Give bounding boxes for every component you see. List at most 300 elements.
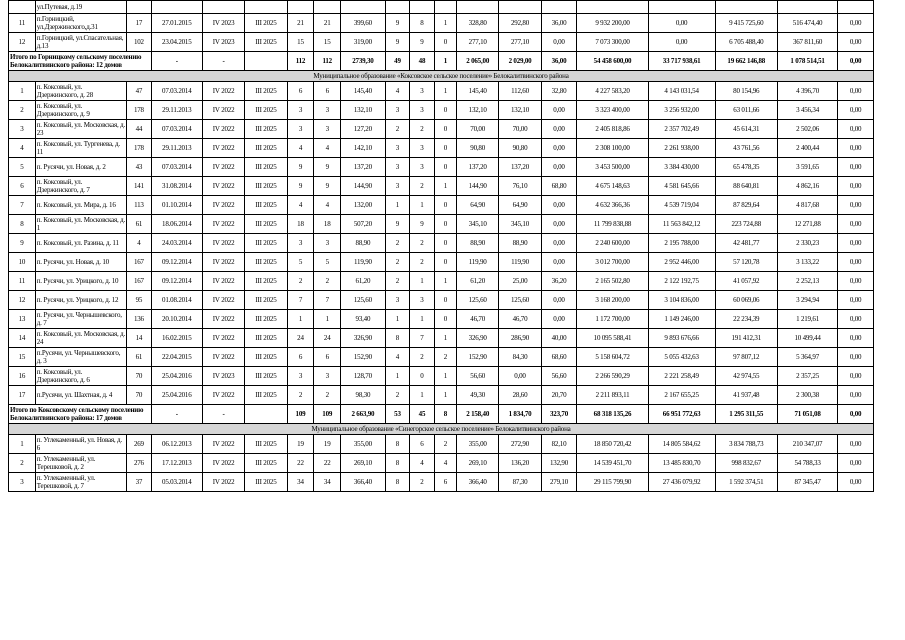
- table-cell: 45: [410, 405, 435, 424]
- table-cell: 1: [410, 196, 435, 215]
- table-cell: 01.08.2014: [151, 291, 202, 310]
- table-cell: 3 104 836,00: [648, 291, 715, 310]
- table-cell: 9: [287, 158, 314, 177]
- table-cell: 2 400,44: [777, 139, 837, 158]
- table-cell: IV 2022: [202, 120, 244, 139]
- table-cell: 1: [385, 310, 410, 329]
- table-cell: 36,00: [541, 14, 577, 33]
- table-cell: 136,20: [499, 454, 541, 473]
- table-cell: 4 227 583,20: [577, 82, 648, 101]
- table-cell: 65 478,35: [715, 158, 777, 177]
- table-cell: 87 829,64: [715, 196, 777, 215]
- table-cell: 399,60: [341, 14, 386, 33]
- table-cell: III 2025: [245, 120, 287, 139]
- table-cell: 70,00: [499, 120, 541, 139]
- table-cell: 9 932 200,00: [577, 14, 648, 33]
- table-cell: 141: [127, 177, 152, 196]
- table-cell: 0,00: [541, 120, 577, 139]
- table-cell: 63 011,66: [715, 101, 777, 120]
- table-cell: IV 2022: [202, 196, 244, 215]
- table-cell: 2: [385, 234, 410, 253]
- table-cell: 54 788,33: [777, 454, 837, 473]
- table-cell: 3 591,65: [777, 158, 837, 177]
- address-cell: п.Горницкий, ул.Дзержинского,д.31: [35, 14, 126, 33]
- table-cell: 279,10: [541, 473, 577, 492]
- table-cell: 2: [9, 454, 36, 473]
- table-cell: 366,40: [457, 473, 499, 492]
- table-cell: IV 2022: [202, 82, 244, 101]
- address-cell: п. Углекаменный, ул. Терешковой, д. 7: [35, 473, 126, 492]
- table-cell: 2 357 702,49: [648, 120, 715, 139]
- table-cell: 6: [9, 177, 36, 196]
- table-cell: IV 2022: [202, 435, 244, 454]
- table-cell: 9: [9, 234, 36, 253]
- table-cell: 76,10: [499, 177, 541, 196]
- cell: [9, 1, 36, 14]
- table-cell: 0,00: [838, 14, 874, 33]
- table-row: [9, 120, 874, 139]
- table-cell: 112,60: [499, 82, 541, 101]
- table-cell: III 2025: [245, 291, 287, 310]
- table-cell: 0: [434, 215, 456, 234]
- table-cell: 3: [287, 367, 314, 386]
- table-cell: 32,80: [541, 82, 577, 101]
- address-cell: п. Русячи, ул. Чернышевского, д. 7: [35, 310, 126, 329]
- table-cell: 9: [410, 33, 435, 52]
- table-cell: 2: [385, 253, 410, 272]
- table-cell: 0,00: [838, 215, 874, 234]
- table-cell: 15: [314, 33, 341, 52]
- table-cell: 3: [9, 473, 36, 492]
- table-row: [9, 435, 874, 454]
- table-cell: 4: [385, 82, 410, 101]
- table-cell: 2: [287, 386, 314, 405]
- partial-top-row: [9, 1, 874, 14]
- table-cell: 4: [434, 454, 456, 473]
- table-cell: 0: [434, 234, 456, 253]
- table-cell: 9: [385, 14, 410, 33]
- table-cell: 14 805 584,62: [648, 435, 715, 454]
- table-cell: 0: [434, 33, 456, 52]
- table-cell: 90,80: [499, 139, 541, 158]
- table-cell: 25.04.2016: [151, 386, 202, 405]
- table-cell: 2 158,40: [457, 405, 499, 424]
- table-cell: 323,70: [541, 405, 577, 424]
- table-cell: 24: [287, 329, 314, 348]
- table-cell: 3: [9, 120, 36, 139]
- table-cell: 328,80: [457, 14, 499, 33]
- table-cell: 292,80: [499, 14, 541, 33]
- table-cell: 132,10: [499, 101, 541, 120]
- table-cell: 3: [287, 101, 314, 120]
- table-cell: 88,90: [457, 234, 499, 253]
- table-cell: IV 2023: [202, 33, 244, 52]
- table-cell: 2 065,00: [457, 52, 499, 71]
- table-cell: 2 300,38: [777, 386, 837, 405]
- table-cell: 4 632 366,36: [577, 196, 648, 215]
- table-row: [9, 196, 874, 215]
- table-cell: 6: [314, 348, 341, 367]
- table-cell: 17.12.2013: [151, 454, 202, 473]
- table-cell: III 2025: [245, 101, 287, 120]
- table-cell: IV 2022: [202, 272, 244, 291]
- table-cell: 61: [127, 215, 152, 234]
- table-cell: 21: [314, 14, 341, 33]
- table-cell: 34: [314, 473, 341, 492]
- table-cell: 25.04.2016: [151, 367, 202, 386]
- table-cell: 3 456,34: [777, 101, 837, 120]
- table-cell: 167: [127, 272, 152, 291]
- table-cell: 0: [434, 120, 456, 139]
- table-cell: 326,90: [457, 329, 499, 348]
- table-cell: IV 2022: [202, 291, 244, 310]
- table-cell: IV 2022: [202, 253, 244, 272]
- table-cell: 53: [385, 405, 410, 424]
- table-cell: III 2025: [245, 196, 287, 215]
- table-row: [9, 177, 874, 196]
- table-cell: 18.06.2014: [151, 215, 202, 234]
- address-cell: п. Коксовый, ул. Тургенева, д. 11: [35, 139, 126, 158]
- table-cell: 3: [410, 291, 435, 310]
- table-cell: 68 318 135,26: [577, 405, 648, 424]
- table-cell: 88,90: [499, 234, 541, 253]
- table-cell: 355,00: [341, 435, 386, 454]
- table-cell: 70: [127, 386, 152, 405]
- table-cell: 113: [127, 196, 152, 215]
- table-cell: 1: [434, 14, 456, 33]
- table-cell: III 2025: [245, 139, 287, 158]
- resettlement-table: [8, 0, 874, 492]
- table-cell: -: [202, 405, 244, 424]
- table-row: [9, 33, 874, 52]
- table-cell: 3: [385, 139, 410, 158]
- table-cell: 14: [9, 329, 36, 348]
- table-cell: 2 221 258,49: [648, 367, 715, 386]
- table-cell: 0,00: [541, 33, 577, 52]
- table-cell: 2 165 502,80: [577, 272, 648, 291]
- address-cell: п.Русячи, ул. Шахтная, д. 4: [35, 386, 126, 405]
- table-row: [9, 272, 874, 291]
- table-cell: 8: [434, 405, 456, 424]
- table-cell: III 2025: [245, 348, 287, 367]
- table-cell: 10 095 588,41: [577, 329, 648, 348]
- table-cell: 0: [434, 196, 456, 215]
- table-cell: 2 211 893,11: [577, 386, 648, 405]
- table-cell: 68,60: [541, 348, 577, 367]
- table-cell: 2 029,00: [499, 52, 541, 71]
- table-cell: 4 817,68: [777, 196, 837, 215]
- table-cell: 46,70: [499, 310, 541, 329]
- table-cell: 119,90: [341, 253, 386, 272]
- table-cell: 2 195 788,00: [648, 234, 715, 253]
- table-cell: 22.04.2015: [151, 348, 202, 367]
- table-cell: 0,00: [541, 291, 577, 310]
- table-cell: 0,00: [838, 253, 874, 272]
- table-cell: 3: [385, 177, 410, 196]
- table-cell: 2 261 938,00: [648, 139, 715, 158]
- table-cell: IV 2022: [202, 139, 244, 158]
- table-cell: III 2025: [245, 329, 287, 348]
- table-cell: 4: [314, 139, 341, 158]
- table-cell: 5 158 604,72: [577, 348, 648, 367]
- table-cell: 15: [9, 348, 36, 367]
- table-cell: 4 581 645,66: [648, 177, 715, 196]
- table-cell: 144,90: [341, 177, 386, 196]
- table-row: [9, 329, 874, 348]
- table-cell: 2: [9, 101, 36, 120]
- table-cell: 98,30: [341, 386, 386, 405]
- table-cell: 12 271,88: [777, 215, 837, 234]
- table-cell: 366,40: [341, 473, 386, 492]
- table-cell: 6: [314, 82, 341, 101]
- table-cell: 210 347,07: [777, 435, 837, 454]
- table-cell: 7: [9, 196, 36, 215]
- table-cell: 5: [314, 253, 341, 272]
- table-cell: 3 294,94: [777, 291, 837, 310]
- table-cell: 3: [385, 291, 410, 310]
- table-cell: 3: [314, 101, 341, 120]
- table-cell: 8: [410, 14, 435, 33]
- table-cell: 0,00: [838, 386, 874, 405]
- table-cell: 1: [434, 329, 456, 348]
- table-cell: 4 862,16: [777, 177, 837, 196]
- table-cell: 0: [434, 291, 456, 310]
- table-cell: 125,60: [499, 291, 541, 310]
- table-cell: 269: [127, 435, 152, 454]
- table-cell: 18: [314, 215, 341, 234]
- table-cell: 15: [287, 33, 314, 52]
- table-cell: 9: [314, 158, 341, 177]
- table-cell: 40,00: [541, 329, 577, 348]
- table-cell: III 2025: [245, 215, 287, 234]
- table-cell: IV 2023: [202, 14, 244, 33]
- table-cell: 31.08.2014: [151, 177, 202, 196]
- table-cell: 1 219,61: [777, 310, 837, 329]
- table-cell: 178: [127, 101, 152, 120]
- table-cell: 34: [287, 473, 314, 492]
- table-cell: 345,10: [457, 215, 499, 234]
- table-cell: 4 675 148,63: [577, 177, 648, 196]
- table-cell: 16.02.2015: [151, 329, 202, 348]
- table-cell: 0,00: [541, 196, 577, 215]
- table-cell: 125,60: [457, 291, 499, 310]
- table-row: [9, 14, 874, 33]
- table-cell: 70: [127, 367, 152, 386]
- table-cell: 0: [434, 253, 456, 272]
- table-cell: 2: [314, 272, 341, 291]
- table-cell: 272,90: [499, 435, 541, 454]
- table-cell: III 2025: [245, 234, 287, 253]
- table-cell: 4: [127, 234, 152, 253]
- table-row: [9, 367, 874, 386]
- table-cell: 71 051,08: [777, 405, 837, 424]
- table-cell: 2: [287, 272, 314, 291]
- table-cell: 17: [9, 386, 36, 405]
- table-cell: 64,90: [457, 196, 499, 215]
- table-cell: III 2025: [245, 253, 287, 272]
- table-cell: IV 2023: [202, 367, 244, 386]
- table-cell: 0,00: [541, 215, 577, 234]
- table-cell: 1 149 246,00: [648, 310, 715, 329]
- table-cell: 0: [410, 367, 435, 386]
- table-cell: 119,90: [457, 253, 499, 272]
- table-cell: 137,20: [499, 158, 541, 177]
- table-cell: 345,10: [499, 215, 541, 234]
- table-cell: 42 974,55: [715, 367, 777, 386]
- address-cell: п. Русячи, ул. Новая, д. 2: [35, 158, 126, 177]
- table-cell: 61,20: [457, 272, 499, 291]
- total-row: [9, 52, 874, 71]
- table-cell: 132,00: [341, 196, 386, 215]
- table-cell: III 2025: [245, 473, 287, 492]
- address-cell: п. Коксовый, ул. Дзержинского, д. 6: [35, 367, 126, 386]
- table-cell: 137,20: [341, 158, 386, 177]
- table-cell: 2 952 446,00: [648, 253, 715, 272]
- table-cell: 2: [410, 253, 435, 272]
- table-cell: 3: [410, 158, 435, 177]
- table-cell: IV 2022: [202, 454, 244, 473]
- table-cell: 3: [287, 120, 314, 139]
- table-cell: 1 592 374,51: [715, 473, 777, 492]
- table-cell: III 2025: [245, 82, 287, 101]
- table-cell: 3: [410, 82, 435, 101]
- table-cell: 5 364,97: [777, 348, 837, 367]
- table-cell: 5: [287, 253, 314, 272]
- table-cell: 276: [127, 454, 152, 473]
- table-cell: 7: [410, 329, 435, 348]
- address-cell: п. Углекаменный, ул. Терешковой, д. 2: [35, 454, 126, 473]
- table-cell: 10: [9, 253, 36, 272]
- table-cell: 0,00: [541, 253, 577, 272]
- table-cell: 112: [287, 52, 314, 71]
- table-cell: 8: [9, 215, 36, 234]
- table-cell: 286,90: [499, 329, 541, 348]
- table-cell: 3 168 200,00: [577, 291, 648, 310]
- table-cell: 2 663,90: [341, 405, 386, 424]
- table-cell: 2: [385, 120, 410, 139]
- table-cell: 326,90: [341, 329, 386, 348]
- table-cell: 22: [287, 454, 314, 473]
- table-cell: 0,00: [838, 177, 874, 196]
- table-cell: III 2025: [245, 33, 287, 52]
- table-cell: 1: [410, 310, 435, 329]
- table-cell: 6: [410, 435, 435, 454]
- table-cell: 66 951 772,63: [648, 405, 715, 424]
- table-cell: 127,20: [341, 120, 386, 139]
- table-cell: 18: [287, 215, 314, 234]
- table-cell: 43: [127, 158, 152, 177]
- table-cell: 22 234,39: [715, 310, 777, 329]
- table-cell: 1: [434, 177, 456, 196]
- table-cell: 47: [127, 82, 152, 101]
- table-cell: 3 323 400,00: [577, 101, 648, 120]
- table-cell: III 2025: [245, 386, 287, 405]
- table-cell: 7: [287, 291, 314, 310]
- table-cell: 1: [434, 367, 456, 386]
- table-cell: 7 073 300,00: [577, 33, 648, 52]
- table-cell: 97 807,12: [715, 348, 777, 367]
- table-cell: IV 2022: [202, 386, 244, 405]
- table-cell: 2 308 100,00: [577, 139, 648, 158]
- section-header-row: [9, 71, 874, 82]
- table-cell: 6: [287, 348, 314, 367]
- table-cell: 223 724,88: [715, 215, 777, 234]
- table-cell: 2 502,06: [777, 120, 837, 139]
- table-cell: 2 252,13: [777, 272, 837, 291]
- table-cell: 28,60: [499, 386, 541, 405]
- table-cell: 0: [434, 139, 456, 158]
- table-cell: 109: [287, 405, 314, 424]
- table-cell: 6: [287, 82, 314, 101]
- table-cell: 2: [410, 473, 435, 492]
- table-cell: 0,00: [838, 196, 874, 215]
- table-cell: 136: [127, 310, 152, 329]
- table-cell: 109: [314, 405, 341, 424]
- table-cell: 1: [434, 272, 456, 291]
- table-cell: 132,90: [541, 454, 577, 473]
- table-cell: 0,00: [838, 367, 874, 386]
- table-cell: 1: [410, 272, 435, 291]
- table-cell: IV 2022: [202, 177, 244, 196]
- table-cell: 1: [9, 435, 36, 454]
- table-cell: 12: [9, 291, 36, 310]
- table-cell: 10 499,44: [777, 329, 837, 348]
- table-cell: 4: [314, 196, 341, 215]
- table-cell: 0,00: [838, 329, 874, 348]
- table-cell: 8: [385, 329, 410, 348]
- table-cell: 24: [314, 329, 341, 348]
- table-cell: 128,70: [341, 367, 386, 386]
- table-cell: 29.11.2013: [151, 139, 202, 158]
- table-cell: IV 2022: [202, 473, 244, 492]
- table-cell: 132,10: [341, 101, 386, 120]
- table-cell: 152,90: [457, 348, 499, 367]
- table-cell: 1: [9, 82, 36, 101]
- table-cell: 0,00: [648, 14, 715, 33]
- table-cell: 3: [385, 158, 410, 177]
- table-cell: 3 453 500,00: [577, 158, 648, 177]
- table-cell: 1: [434, 386, 456, 405]
- table-cell: III 2025: [245, 310, 287, 329]
- table-cell: IV 2022: [202, 310, 244, 329]
- table-cell: IV 2022: [202, 101, 244, 120]
- table-cell: 1 834,70: [499, 405, 541, 424]
- table-cell: 37: [127, 473, 152, 492]
- table-cell: 0,00: [541, 101, 577, 120]
- table-cell: IV 2022: [202, 215, 244, 234]
- table-cell: 167: [127, 253, 152, 272]
- address-cell: п.Русячи, ул. Чернышевского, д. 3: [35, 348, 126, 367]
- table-cell: 0,00: [838, 435, 874, 454]
- table-cell: 19 662 146,88: [715, 52, 777, 71]
- table-cell: IV 2022: [202, 158, 244, 177]
- table-cell: 56,60: [541, 367, 577, 386]
- table-cell: 4 539 719,04: [648, 196, 715, 215]
- table-row: [9, 253, 874, 272]
- table-cell: 2739,30: [341, 52, 386, 71]
- address-cell: п. Коксовый, ул. Разина, д. 11: [35, 234, 126, 253]
- table-cell: 48: [410, 52, 435, 71]
- table-cell: 9: [385, 215, 410, 234]
- address-cell: ул.Путевая, д.19: [35, 1, 126, 14]
- address-cell: п. Коксовый, ул. Мира, д. 16: [35, 196, 126, 215]
- table-cell: 64,90: [499, 196, 541, 215]
- table-cell: 0,00: [838, 101, 874, 120]
- table-cell: 2: [410, 348, 435, 367]
- table-cell: 23.04.2015: [151, 33, 202, 52]
- table-cell: 3: [385, 101, 410, 120]
- table-cell: 2: [385, 272, 410, 291]
